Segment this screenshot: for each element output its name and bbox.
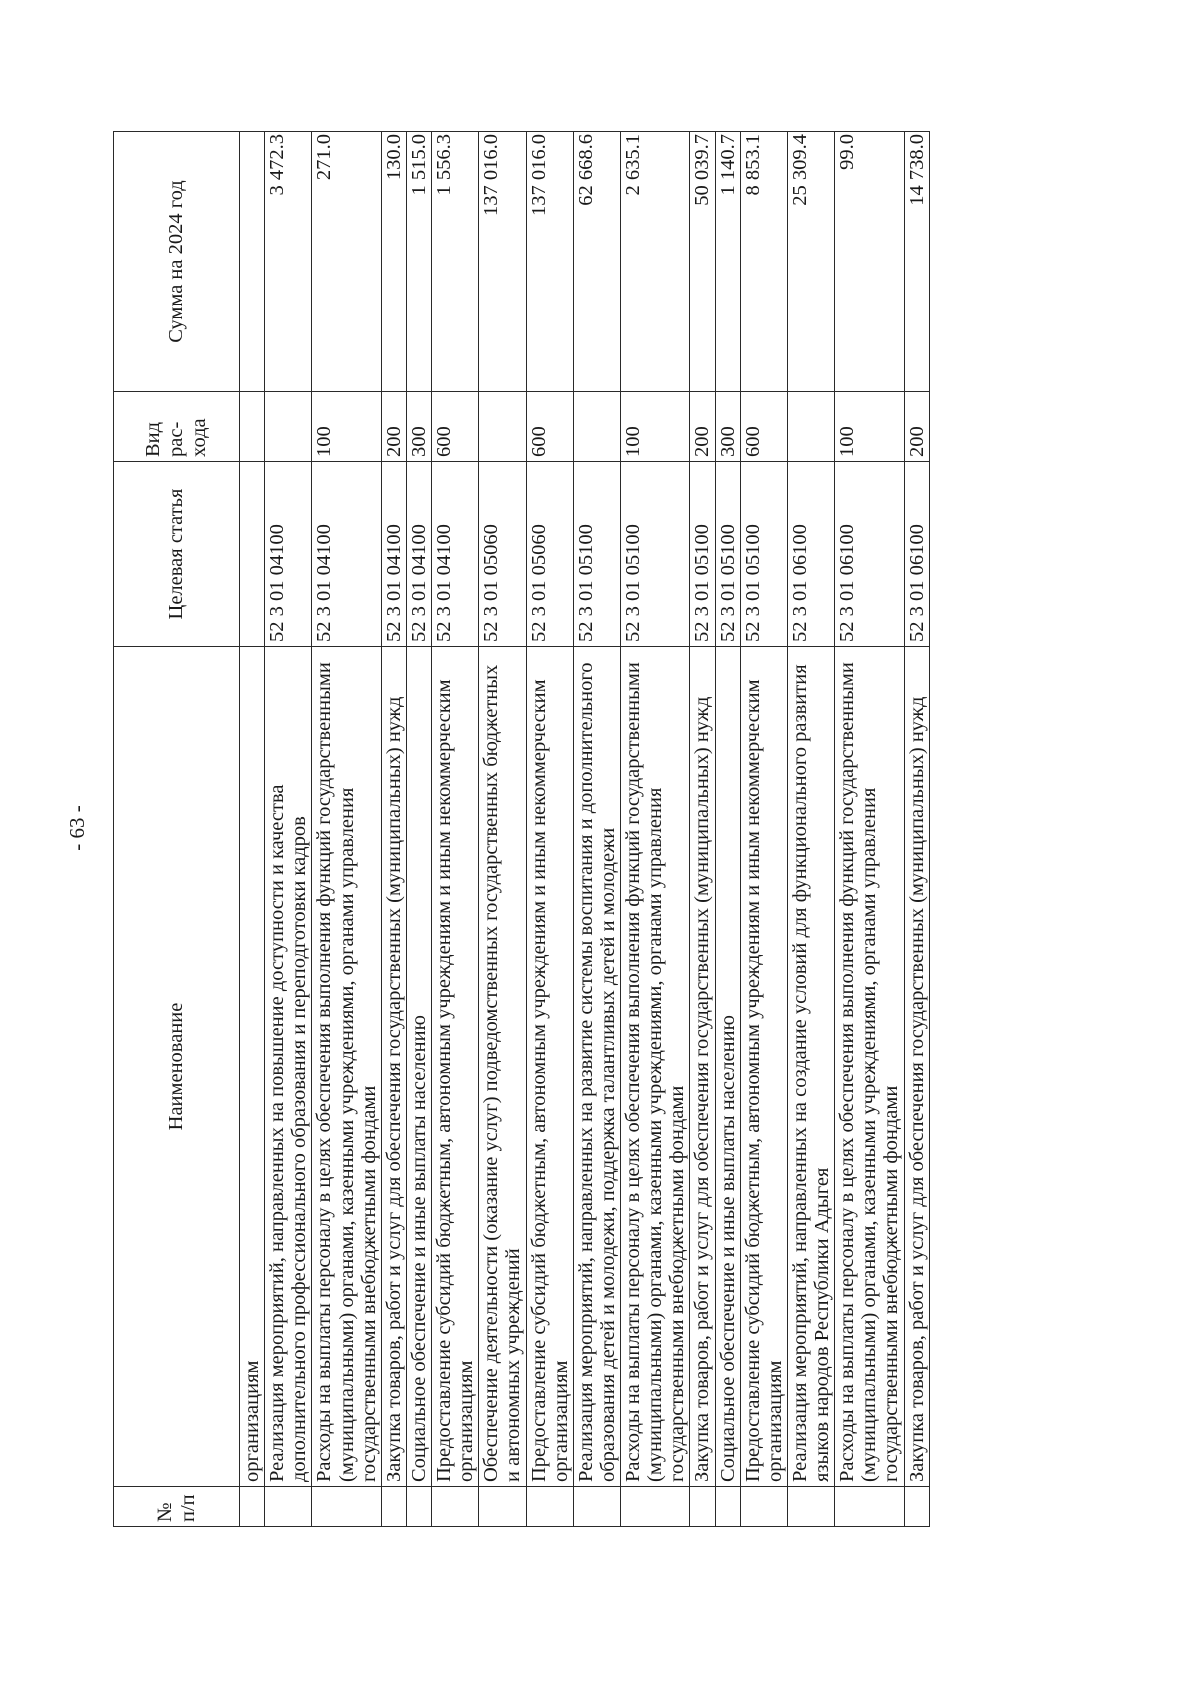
cell-name: Закупка товаров, работ и услуг для обеспечения государственных (муниципальных) нужд — [690, 647, 715, 1487]
cell-name: организациям — [240, 647, 265, 1487]
cell-code — [240, 462, 265, 647]
cell-sum: 3 472.3 — [265, 132, 312, 392]
cell-code: 52 3 01 05100 — [740, 462, 787, 647]
cell-name: Расходы на выплаты персоналу в целях обеспечения выполнения функций государственными (муниципальными) органами, казенными учреждениями, органами управления государственными внебюджетными фондами — [621, 647, 690, 1487]
cell-sum: 2 635.1 — [621, 132, 690, 392]
cell-kind: 600 — [526, 392, 573, 462]
table-body — [240, 132, 930, 1527]
header-kind: Вид рас- хода — [114, 392, 240, 462]
page-number: - 63 - — [65, 805, 89, 851]
cell-num — [406, 1487, 431, 1527]
cell-sum — [240, 132, 265, 392]
cell-code: 52 3 01 04100 — [312, 462, 381, 647]
cell-num — [381, 1487, 406, 1527]
cell-kind: 600 — [740, 392, 787, 462]
table-row — [406, 132, 431, 1527]
cell-name: Социальное обеспечение и иные выплаты населению — [715, 647, 740, 1487]
cell-name: Реализация мероприятий, направленных на повышение доступности и качества дополнительного профессионального образования и переподготовки кадров — [265, 647, 312, 1487]
cell-kind: 100 — [312, 392, 381, 462]
cell-sum: 50 039.7 — [690, 132, 715, 392]
cell-code: 52 3 01 04100 — [406, 462, 431, 647]
cell-sum: 130.0 — [381, 132, 406, 392]
cell-sum: 62 668.6 — [573, 132, 620, 392]
cell-name: Социальное обеспечение и иные выплаты населению — [406, 647, 431, 1487]
cell-num — [835, 1487, 904, 1527]
table-header-row — [114, 132, 240, 1527]
cell-kind: 200 — [690, 392, 715, 462]
header-sum: Сумма на 2024 год — [114, 132, 240, 392]
table-row — [265, 132, 312, 1527]
table-row — [835, 132, 904, 1527]
cell-code: 52 3 01 04100 — [432, 462, 479, 647]
cell-num — [479, 1487, 526, 1527]
header-code: Целевая статья — [114, 462, 240, 647]
cell-kind: 200 — [904, 392, 929, 462]
cell-kind — [787, 392, 834, 462]
table-row — [240, 132, 265, 1527]
cell-num — [740, 1487, 787, 1527]
table-row — [432, 132, 479, 1527]
cell-kind — [240, 392, 265, 462]
cell-name: Предоставление субсидий бюджетным, автономным учреждениям и иным некоммерческим организациям — [526, 647, 573, 1487]
cell-num — [690, 1487, 715, 1527]
cell-kind — [573, 392, 620, 462]
cell-code: 52 3 01 06100 — [904, 462, 929, 647]
cell-num — [621, 1487, 690, 1527]
cell-kind: 300 — [715, 392, 740, 462]
cell-name: Обеспечение деятельности (оказание услуг) подведомственных государственных бюджетных и автономных учреждений — [479, 647, 526, 1487]
table-row — [740, 132, 787, 1527]
cell-num — [312, 1487, 381, 1527]
cell-name: Закупка товаров, работ и услуг для обеспечения государственных (муниципальных) нужд — [381, 647, 406, 1487]
cell-sum: 271.0 — [312, 132, 381, 392]
cell-code: 52 3 01 06100 — [787, 462, 834, 647]
cell-code: 52 3 01 05100 — [573, 462, 620, 647]
cell-sum: 137 016.0 — [526, 132, 573, 392]
table-row — [690, 132, 715, 1527]
cell-kind: 600 — [432, 392, 479, 462]
cell-kind: 100 — [835, 392, 904, 462]
cell-code: 52 3 01 05060 — [526, 462, 573, 647]
header-name: Наименование — [114, 647, 240, 1487]
cell-num — [526, 1487, 573, 1527]
cell-kind — [479, 392, 526, 462]
cell-code: 52 3 01 05060 — [479, 462, 526, 647]
table-row — [715, 132, 740, 1527]
cell-sum: 14 738.0 — [904, 132, 929, 392]
cell-num — [240, 1487, 265, 1527]
cell-name: Предоставление субсидий бюджетным, автономным учреждениям и иным некоммерческим организациям — [432, 647, 479, 1487]
budget-table — [113, 131, 930, 1527]
table-row — [479, 132, 526, 1527]
cell-sum: 137 016.0 — [479, 132, 526, 392]
cell-code: 52 3 01 04100 — [381, 462, 406, 647]
cell-num — [573, 1487, 620, 1527]
header-num: № п/п — [114, 1487, 240, 1527]
cell-name: Реализация мероприятий, направленных на развитие системы воспитания и дополнительного образования детей и молодежи, поддержка талантливых детей и молодежи — [573, 647, 620, 1487]
cell-name: Закупка товаров, работ и услуг для обеспечения государственных (муниципальных) нужд — [904, 647, 929, 1487]
table-row — [904, 132, 929, 1527]
cell-kind: 100 — [621, 392, 690, 462]
rotated-table-container — [113, 132, 1080, 1527]
cell-sum: 25 309.4 — [787, 132, 834, 392]
cell-code: 52 3 01 05100 — [715, 462, 740, 647]
cell-num — [904, 1487, 929, 1527]
cell-num — [432, 1487, 479, 1527]
cell-sum: 1 515.0 — [406, 132, 431, 392]
table-row — [312, 132, 381, 1527]
cell-kind: 200 — [381, 392, 406, 462]
cell-name: Расходы на выплаты персоналу в целях обеспечения выполнения функций государственными (муниципальными) органами, казенными учреждениями, органами управления государственными внебюджетными фондами — [835, 647, 904, 1487]
table-row — [621, 132, 690, 1527]
cell-code: 52 3 01 06100 — [835, 462, 904, 647]
cell-name: Реализация мероприятий, направленных на создание условий для функционального развития языков народов Республики Адыгея — [787, 647, 834, 1487]
cell-code: 52 3 01 04100 — [265, 462, 312, 647]
cell-num — [787, 1487, 834, 1527]
cell-code: 52 3 01 05100 — [690, 462, 715, 647]
cell-sum: 1 140.7 — [715, 132, 740, 392]
cell-kind: 300 — [406, 392, 431, 462]
cell-num — [715, 1487, 740, 1527]
cell-name: Предоставление субсидий бюджетным, автономным учреждениям и иным некоммерческим организациям — [740, 647, 787, 1487]
table-row — [573, 132, 620, 1527]
cell-sum: 99.0 — [835, 132, 904, 392]
cell-kind — [265, 392, 312, 462]
cell-sum: 8 853.1 — [740, 132, 787, 392]
cell-code: 52 3 01 05100 — [621, 462, 690, 647]
table-row — [526, 132, 573, 1527]
cell-name: Расходы на выплаты персоналу в целях обеспечения выполнения функций государственными (муниципальными) органами, казенными учреждениями, органами управления государственными внебюджетными фондами — [312, 647, 381, 1487]
table-row — [787, 132, 834, 1527]
cell-sum: 1 556.3 — [432, 132, 479, 392]
cell-num — [265, 1487, 312, 1527]
table-row — [381, 132, 406, 1527]
